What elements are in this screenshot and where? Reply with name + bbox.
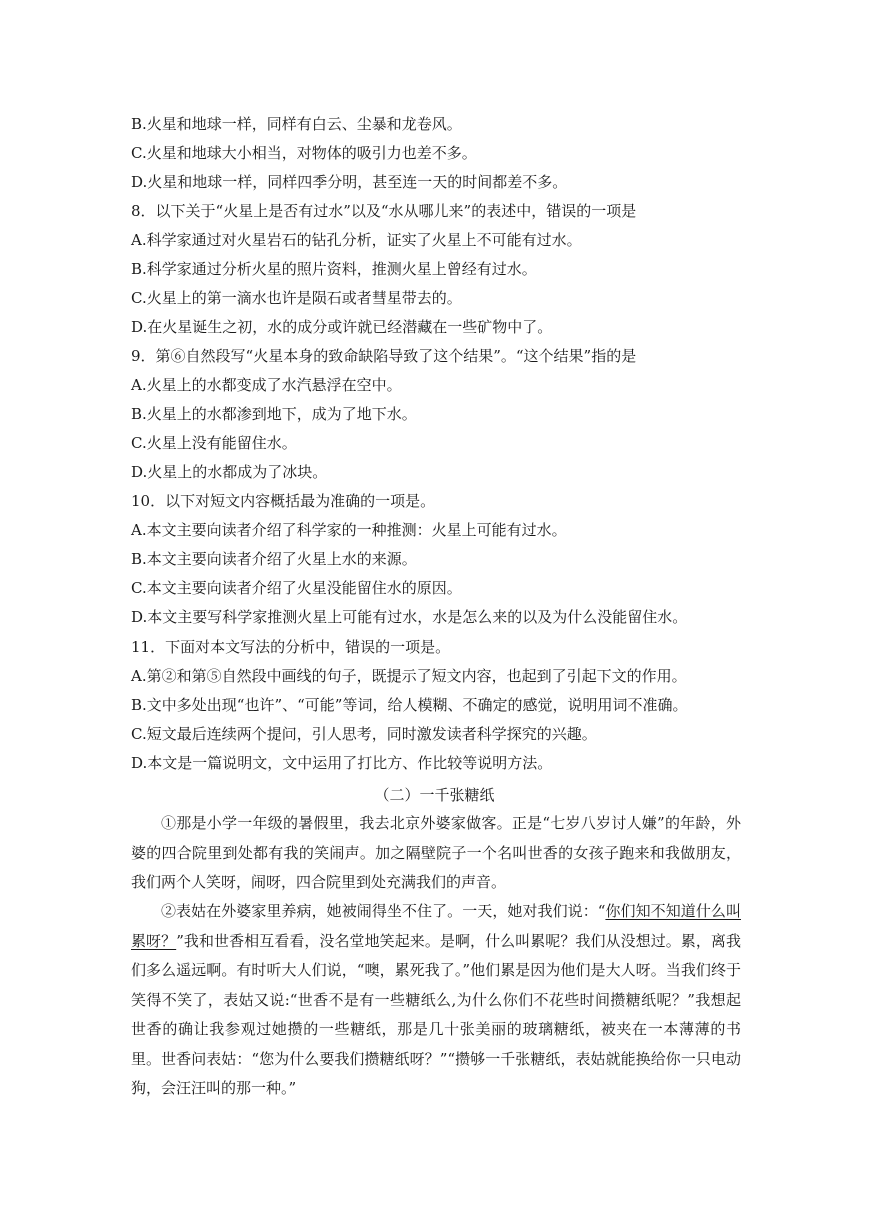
- passage-paragraph-2: [131, 897, 741, 1104]
- q7-option-d: D.火星和地球一样，同样四季分明，甚至连一天的时间都差不多。: [131, 173, 568, 191]
- paragraph-text: ②表姑在外婆家里养病，她被闹得坐不住了。一天，她对我们说：“: [161, 902, 606, 920]
- q10-option-d: D.本文主要写科学家推测火星上可能有过水，水是怎么来的以及为什么没能留住水。: [131, 608, 688, 626]
- q7-option-b: B.火星和地球一样，同样有白云、尘暴和龙卷风。: [131, 115, 462, 133]
- q8-option-a: A.科学家通过对火星岩石的钻孔分析，证实了火星上不可能有过水。: [131, 231, 582, 249]
- q10-option-a: A.本文主要向读者介绍了科学家的一种推测：火星上可能有过水。: [131, 521, 567, 539]
- q9-option-c: C.火星上没有能留住水。: [131, 434, 297, 452]
- q11-option-b: B.文中多处出现“也许”、“可能”等词，给人模糊、不确定的感觉，说明用词不准确。: [131, 696, 688, 714]
- q8-option-d: D.在火星诞生之初，水的成分或许就已经潜藏在一些矿物中了。: [131, 318, 553, 336]
- q11-option-c: C.短文最后连续两个提问，引人思考，同时激发读者科学探究的兴趣。: [131, 725, 597, 743]
- q10-option-c: C.本文主要向读者介绍了火星没能留住水的原因。: [131, 579, 462, 597]
- q9-stem: 9．第⑥自然段写“火星本身的致命缺陷导致了这个结果”。“这个结果”指的是: [131, 347, 637, 365]
- q9-option-a: A.火星上的水都变成了水汽悬浮在空中。: [131, 376, 402, 394]
- passage-title: （二）一千张糖纸: [374, 786, 495, 804]
- q9-option-b: B.火星上的水都渗到地下，成为了地下水。: [131, 405, 417, 423]
- q7-option-c: C.火星和地球大小相当，对物体的吸引力也差不多。: [131, 144, 477, 162]
- q8-option-b: B.科学家通过分析火星的照片资料，推测火星上曾经有过水。: [131, 260, 537, 278]
- q10-stem: 10．以下对短文内容概括最为准确的一项是。: [131, 492, 436, 510]
- underlined-sentence: 你们知不知道什么叫累呀？: [131, 902, 741, 950]
- q8-option-c: C.火星上的第一滴水也许是陨石或者彗星带去的。: [131, 289, 462, 307]
- q10-option-b: B.本文主要向读者介绍了火星上水的来源。: [131, 550, 417, 568]
- q11-option-d: D.本文是一篇说明文，文中运用了打比方、作比较等说明方法。: [131, 754, 553, 772]
- passage-paragraph-1: ①那是小学一年级的暑假里，我去北京外婆家做客。正是“七岁八岁讨人嫌”的年龄，外婆的四合院里到处都有我的笑闹声。加之隔壁院子一个名叫世香的女孩子跑来和我做朋友，我们两个人笑呀，闹呀，四合院里到处充满我们的声音。: [131, 814, 741, 891]
- paragraph-text: ”我和世香相互看看，没名堂地笑起来。是啊，什么叫累呢？我们从没想过。累，离我们多么遥远啊。有时听大人们说，“噢，累死我了。”他们累是因为他们是大人呀。当我们终于笑得不笑了，表姑又说:“世香不是有一些糖纸么,为什么你们不花些时间攒糖纸呢？”我想起世香的确让我参观过她攒的一些糖纸，那是几十张美丽的玻璃糖纸，被夹在一本薄薄的书里。世香问表姑：“您为什么要我们攒糖纸呀？”“攒够一千张糖纸，表姑就能换给你一只电动狗，会汪汪叫的那一种。”: [131, 931, 741, 1097]
- q11-option-a: A.第②和第⑤自然段中画线的句子，既提示了短文内容，也起到了引起下文的作用。: [131, 667, 687, 685]
- q9-option-d: D.火星上的水都成为了冰块。: [131, 463, 328, 481]
- q8-stem: 8．以下关于“火星上是否有过水”以及“水从哪儿来”的表述中，错误的一项是: [131, 202, 637, 220]
- q11-stem: 11．下面对本文写法的分析中，错误的一项是。: [131, 638, 451, 656]
